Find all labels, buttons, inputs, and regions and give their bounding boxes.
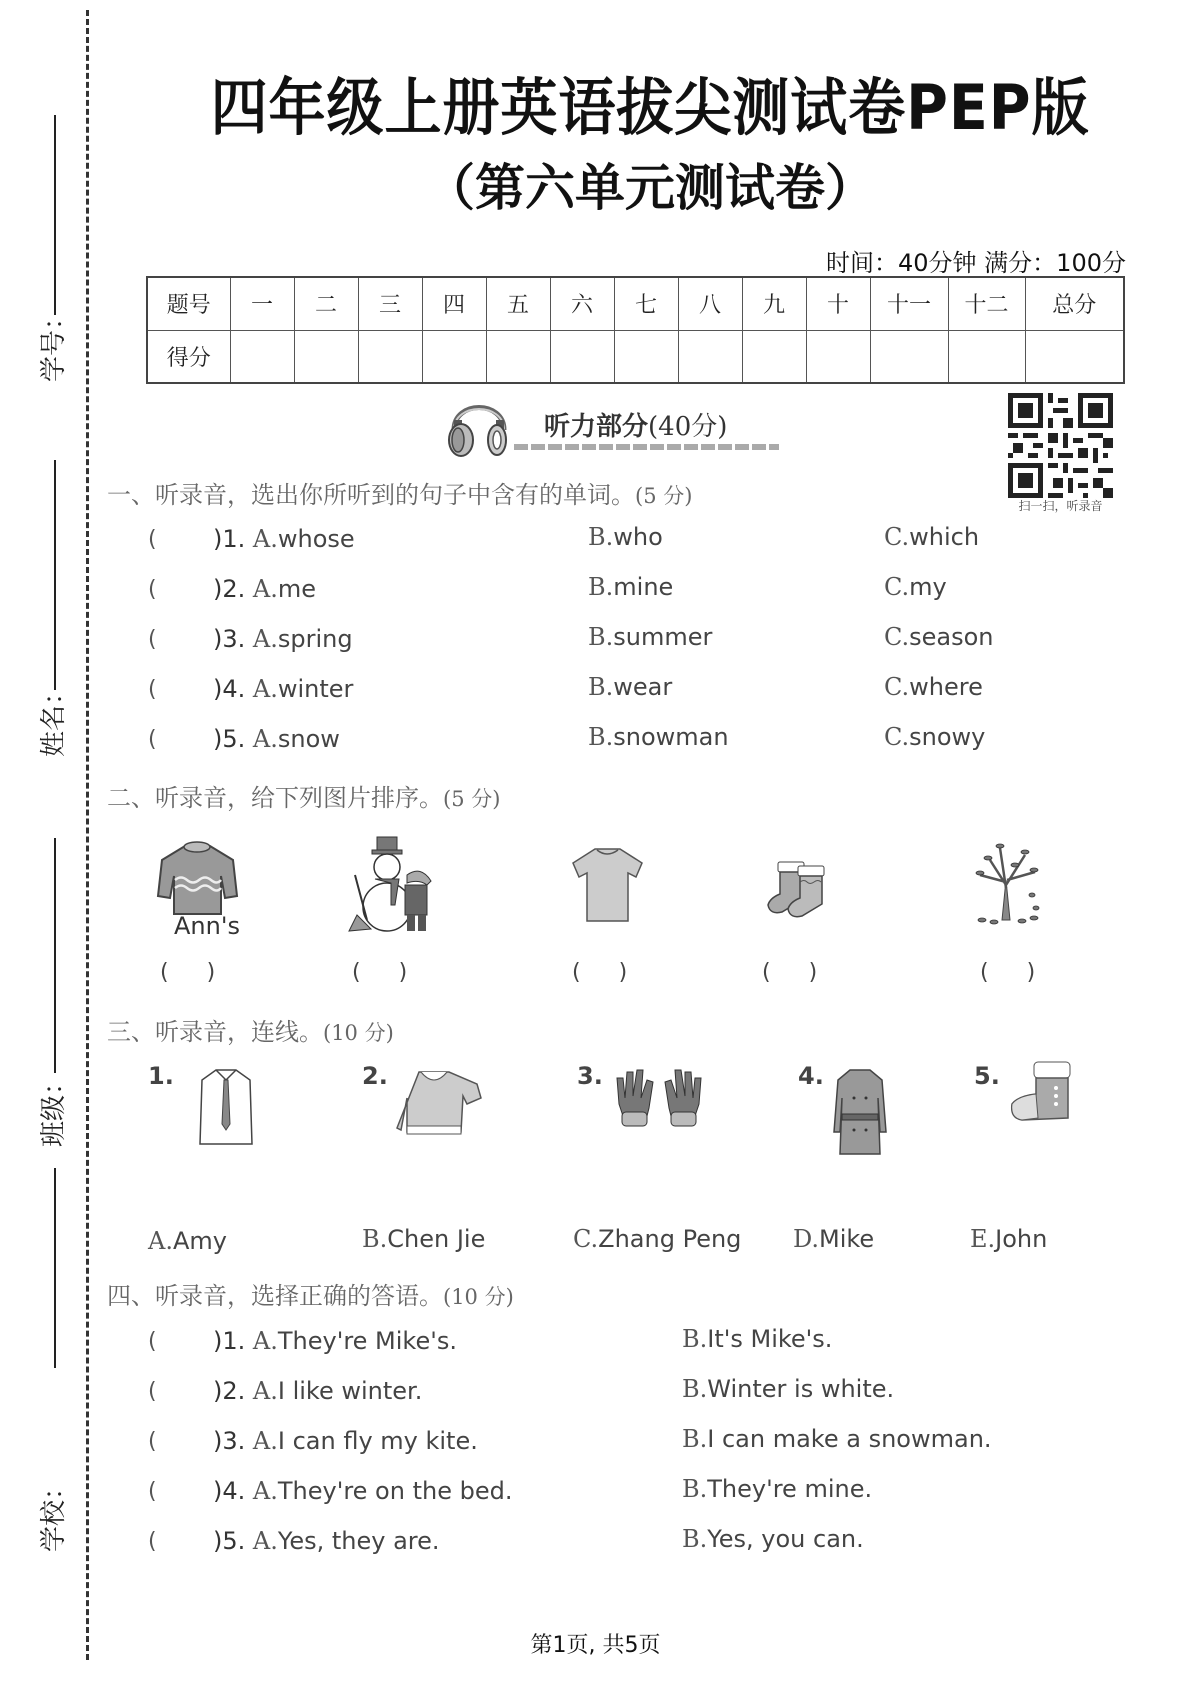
col-header: 十 bbox=[806, 277, 870, 330]
score-cell[interactable] bbox=[294, 330, 358, 383]
question-2-option-a[interactable] bbox=[213, 1377, 422, 1405]
score-cell-total[interactable] bbox=[1025, 330, 1124, 383]
name-label: 姓名： bbox=[39, 678, 69, 757]
section-2-heading bbox=[107, 778, 500, 813]
name-option-a[interactable] bbox=[148, 1227, 227, 1255]
section-3-points: (10 分) bbox=[323, 1021, 394, 1045]
option-text: summer bbox=[613, 623, 713, 651]
score-cell[interactable] bbox=[486, 330, 550, 383]
option-letter: A. bbox=[252, 625, 278, 653]
question-number: )2. bbox=[213, 1377, 246, 1405]
col-header: 二 bbox=[294, 277, 358, 330]
class-label: 班级： bbox=[39, 1068, 69, 1147]
score-cell[interactable] bbox=[948, 330, 1025, 383]
option-letter: B. bbox=[588, 673, 614, 701]
option-letter: A. bbox=[252, 575, 278, 603]
col-header: 十一 bbox=[870, 277, 948, 330]
option-text: They're Mike's. bbox=[277, 1327, 457, 1355]
option-text: I can make a snowman. bbox=[707, 1425, 992, 1453]
autumn-tree-picture-icon bbox=[970, 840, 1045, 925]
socks-picture-icon bbox=[762, 860, 837, 925]
question-number: )5. bbox=[213, 725, 246, 753]
question-1-option-b[interactable] bbox=[588, 523, 663, 551]
option-text: me bbox=[277, 575, 317, 603]
option-text: I can fly my kite. bbox=[277, 1427, 478, 1455]
col-header: 十二 bbox=[948, 277, 1025, 330]
option-text: whose bbox=[277, 525, 355, 553]
answer-bracket[interactable]: ( bbox=[148, 1479, 157, 1504]
option-letter: B. bbox=[588, 523, 614, 551]
question-1-option-b[interactable] bbox=[682, 1325, 832, 1353]
option-text: I like winter. bbox=[277, 1377, 423, 1405]
col-header: 六 bbox=[550, 277, 614, 330]
col-header: 七 bbox=[614, 277, 678, 330]
page-indicator: 第1页, 共5页 bbox=[530, 1633, 661, 1658]
question-2-option-b[interactable] bbox=[682, 1375, 894, 1403]
option-letter: B. bbox=[682, 1375, 708, 1403]
score-cell[interactable] bbox=[678, 330, 742, 383]
question-1-option-c[interactable] bbox=[884, 523, 979, 551]
answer-bracket[interactable]: ( bbox=[148, 1429, 157, 1454]
section-4-heading bbox=[107, 1276, 514, 1311]
option-letter: B. bbox=[682, 1525, 708, 1553]
sweater-picture-icon[interactable] bbox=[395, 1068, 490, 1138]
option-text: Winter is white. bbox=[707, 1375, 895, 1403]
option-text: season bbox=[909, 623, 994, 651]
option-letter: C. bbox=[884, 623, 910, 651]
score-cell[interactable] bbox=[230, 330, 294, 383]
school-label: 学校： bbox=[39, 1473, 69, 1552]
question-number: )2. bbox=[213, 575, 246, 603]
boot-picture-icon[interactable] bbox=[1008, 1060, 1080, 1130]
item-number: 4. bbox=[798, 1062, 824, 1090]
question-2-option-b[interactable] bbox=[588, 573, 673, 601]
snowman-picture-icon bbox=[345, 835, 445, 935]
school-line bbox=[54, 1168, 56, 1368]
section-3-heading bbox=[107, 1012, 394, 1047]
section-2-heading-text: 二、听录音，给下列图片排序。 bbox=[107, 784, 443, 812]
section-4-points: (10 分) bbox=[443, 1285, 514, 1309]
question-3-option-b[interactable] bbox=[588, 623, 712, 651]
answer-bracket[interactable]: () bbox=[762, 960, 856, 985]
question-number: )4. bbox=[213, 675, 246, 703]
option-letter: A. bbox=[252, 1377, 278, 1405]
class-line bbox=[54, 838, 56, 1073]
option-letter: E. bbox=[970, 1225, 996, 1253]
answer-bracket[interactable]: ( bbox=[148, 577, 157, 602]
option-text: John bbox=[995, 1225, 1048, 1253]
score-cell[interactable] bbox=[806, 330, 870, 383]
question-1-option-a[interactable] bbox=[213, 525, 355, 553]
t-shirt-picture-icon bbox=[570, 845, 645, 925]
section-1-points: (5 分) bbox=[635, 484, 693, 508]
question-4-option-c[interactable] bbox=[884, 673, 983, 701]
option-letter: A. bbox=[252, 675, 278, 703]
name-option-b[interactable] bbox=[362, 1225, 485, 1253]
decorative-dotted-bar bbox=[514, 444, 779, 450]
page-subtitle: （第六单元测试卷） bbox=[425, 159, 875, 217]
gloves-picture-icon[interactable] bbox=[613, 1068, 708, 1128]
section-4-heading-text: 四、听录音，选择正确的答语。 bbox=[107, 1282, 443, 1310]
listening-title-text: 听力部分 bbox=[544, 412, 649, 442]
question-number: )5. bbox=[213, 1527, 246, 1555]
score-cell[interactable] bbox=[422, 330, 486, 383]
answer-bracket[interactable]: ( bbox=[148, 677, 157, 702]
question-number: )1. bbox=[213, 1327, 246, 1355]
row-label: 题号 bbox=[147, 277, 230, 330]
shirt-with-tie-picture-icon[interactable] bbox=[196, 1068, 256, 1148]
answer-bracket[interactable]: ( bbox=[148, 1329, 157, 1354]
page-title: 四年级上册英语拔尖测试卷PEP版 bbox=[210, 71, 1090, 144]
answer-bracket[interactable]: () bbox=[160, 960, 254, 985]
section-1-heading bbox=[107, 475, 692, 510]
col-header: 四 bbox=[422, 277, 486, 330]
item-number: 1. bbox=[148, 1062, 174, 1090]
col-header: 八 bbox=[678, 277, 742, 330]
question-number-row bbox=[147, 277, 1124, 330]
option-letter: B. bbox=[682, 1475, 708, 1503]
col-header: 五 bbox=[486, 277, 550, 330]
question-4-option-b[interactable] bbox=[682, 1475, 872, 1503]
question-number: )1. bbox=[213, 525, 246, 553]
option-letter: A. bbox=[252, 1477, 278, 1505]
student-no-label: 学号： bbox=[39, 303, 69, 382]
question-4-option-a[interactable] bbox=[213, 675, 353, 703]
option-text: wear bbox=[613, 673, 673, 701]
option-text: snow bbox=[277, 725, 340, 753]
question-number: )3. bbox=[213, 1427, 246, 1455]
question-1-option-a[interactable] bbox=[213, 1327, 457, 1355]
answer-bracket[interactable]: ( bbox=[148, 1379, 157, 1404]
answer-bracket[interactable]: () bbox=[980, 960, 1074, 985]
option-letter: A. bbox=[252, 725, 278, 753]
item-number: 5. bbox=[974, 1062, 1000, 1090]
question-4-option-b[interactable] bbox=[588, 673, 672, 701]
option-text: They're on the bed. bbox=[277, 1477, 513, 1505]
option-text: Yes, they are. bbox=[277, 1527, 440, 1555]
option-letter: C. bbox=[573, 1225, 599, 1253]
option-text: Yes, you can. bbox=[707, 1525, 864, 1553]
option-letter: D. bbox=[793, 1225, 820, 1253]
option-text: It's Mike's. bbox=[707, 1325, 833, 1353]
question-5-option-c[interactable] bbox=[884, 723, 985, 751]
option-text: Mike bbox=[819, 1225, 875, 1253]
answer-bracket[interactable]: ( bbox=[148, 627, 157, 652]
option-text: snowman bbox=[613, 723, 729, 751]
question-2-option-c[interactable] bbox=[884, 573, 947, 601]
option-letter: B. bbox=[682, 1325, 708, 1353]
item-number: 3. bbox=[577, 1062, 603, 1090]
option-letter: A. bbox=[252, 525, 278, 553]
option-letter: C. bbox=[884, 673, 910, 701]
option-text: where bbox=[909, 673, 983, 701]
option-text: who bbox=[613, 523, 663, 551]
answer-bracket[interactable]: () bbox=[352, 960, 446, 985]
option-letter: B. bbox=[588, 723, 614, 751]
question-5-option-b[interactable] bbox=[682, 1525, 864, 1553]
answer-bracket[interactable]: ( bbox=[148, 727, 157, 752]
option-letter: A. bbox=[252, 1527, 278, 1555]
option-text: winter bbox=[277, 675, 354, 703]
question-5-option-b[interactable] bbox=[588, 723, 729, 751]
score-cell[interactable] bbox=[742, 330, 806, 383]
option-letter: B. bbox=[682, 1425, 708, 1453]
score-table bbox=[146, 276, 1125, 384]
score-row bbox=[147, 330, 1124, 383]
option-letter: B. bbox=[588, 623, 614, 651]
picture-label-anns: Ann's bbox=[174, 912, 240, 940]
time-and-score-info: 时间：40分钟 满分：100分 bbox=[826, 249, 1126, 277]
option-letter: C. bbox=[884, 723, 910, 751]
question-3-option-a[interactable] bbox=[213, 1427, 478, 1455]
answer-bracket[interactable]: ( bbox=[148, 527, 157, 552]
question-3-option-b[interactable] bbox=[682, 1425, 992, 1453]
option-text: mine bbox=[613, 573, 674, 601]
coat-picture-icon[interactable] bbox=[830, 1068, 890, 1158]
name-option-d[interactable] bbox=[793, 1225, 874, 1253]
answer-bracket[interactable]: () bbox=[572, 960, 666, 985]
option-letter: A. bbox=[252, 1327, 278, 1355]
sweater-picture-icon bbox=[155, 838, 240, 918]
student-no-line bbox=[54, 115, 56, 315]
question-4-option-a[interactable] bbox=[213, 1477, 512, 1505]
option-letter: B. bbox=[588, 573, 614, 601]
question-2-option-a[interactable] bbox=[213, 575, 316, 603]
col-header: 一 bbox=[230, 277, 294, 330]
option-text: snowy bbox=[909, 723, 986, 751]
item-number: 2. bbox=[362, 1062, 388, 1090]
question-number: )3. bbox=[213, 625, 246, 653]
question-number: )4. bbox=[213, 1477, 246, 1505]
question-5-option-a[interactable] bbox=[213, 725, 340, 753]
option-letter: A. bbox=[252, 1427, 278, 1455]
question-3-option-c[interactable] bbox=[884, 623, 994, 651]
question-5-option-a[interactable] bbox=[213, 1527, 440, 1555]
score-cell[interactable] bbox=[870, 330, 948, 383]
question-3-option-a[interactable] bbox=[213, 625, 353, 653]
row-label: 得分 bbox=[147, 330, 230, 383]
name-option-e[interactable] bbox=[970, 1225, 1047, 1253]
option-text: Zhang Peng bbox=[598, 1225, 742, 1253]
option-text: spring bbox=[277, 625, 353, 653]
listening-section-banner bbox=[444, 388, 784, 458]
col-header: 九 bbox=[742, 277, 806, 330]
section-1-heading-text: 一、听录音，选出你所听到的句子中含有的单词。 bbox=[107, 481, 635, 509]
listening-title bbox=[544, 406, 727, 443]
option-letter: A. bbox=[148, 1227, 173, 1255]
section-3-heading-text: 三、听录音，连线。 bbox=[107, 1018, 323, 1046]
score-cell[interactable] bbox=[550, 330, 614, 383]
col-header: 三 bbox=[358, 277, 422, 330]
option-letter: C. bbox=[884, 573, 910, 601]
score-cell[interactable] bbox=[614, 330, 678, 383]
option-letter: C. bbox=[884, 523, 910, 551]
score-cell[interactable] bbox=[358, 330, 422, 383]
name-line bbox=[54, 460, 56, 690]
option-text: Amy bbox=[172, 1227, 227, 1255]
headphones-icon bbox=[444, 388, 514, 458]
option-text: Chen Jie bbox=[387, 1225, 486, 1253]
binding-cut-line bbox=[86, 10, 89, 1660]
listening-points: (40分) bbox=[648, 412, 728, 442]
answer-bracket[interactable]: ( bbox=[148, 1529, 157, 1554]
option-text: my bbox=[909, 573, 947, 601]
option-letter: B. bbox=[362, 1225, 388, 1253]
qr-caption: 扫一扫，听录音 bbox=[1018, 499, 1103, 513]
qr-code-icon[interactable] bbox=[1007, 393, 1114, 498]
option-text: which bbox=[909, 523, 980, 551]
name-option-c[interactable] bbox=[573, 1225, 741, 1253]
col-header-total: 总分 bbox=[1025, 277, 1124, 330]
section-2-points: (5 分) bbox=[443, 787, 501, 811]
option-text: They're mine. bbox=[707, 1475, 873, 1503]
